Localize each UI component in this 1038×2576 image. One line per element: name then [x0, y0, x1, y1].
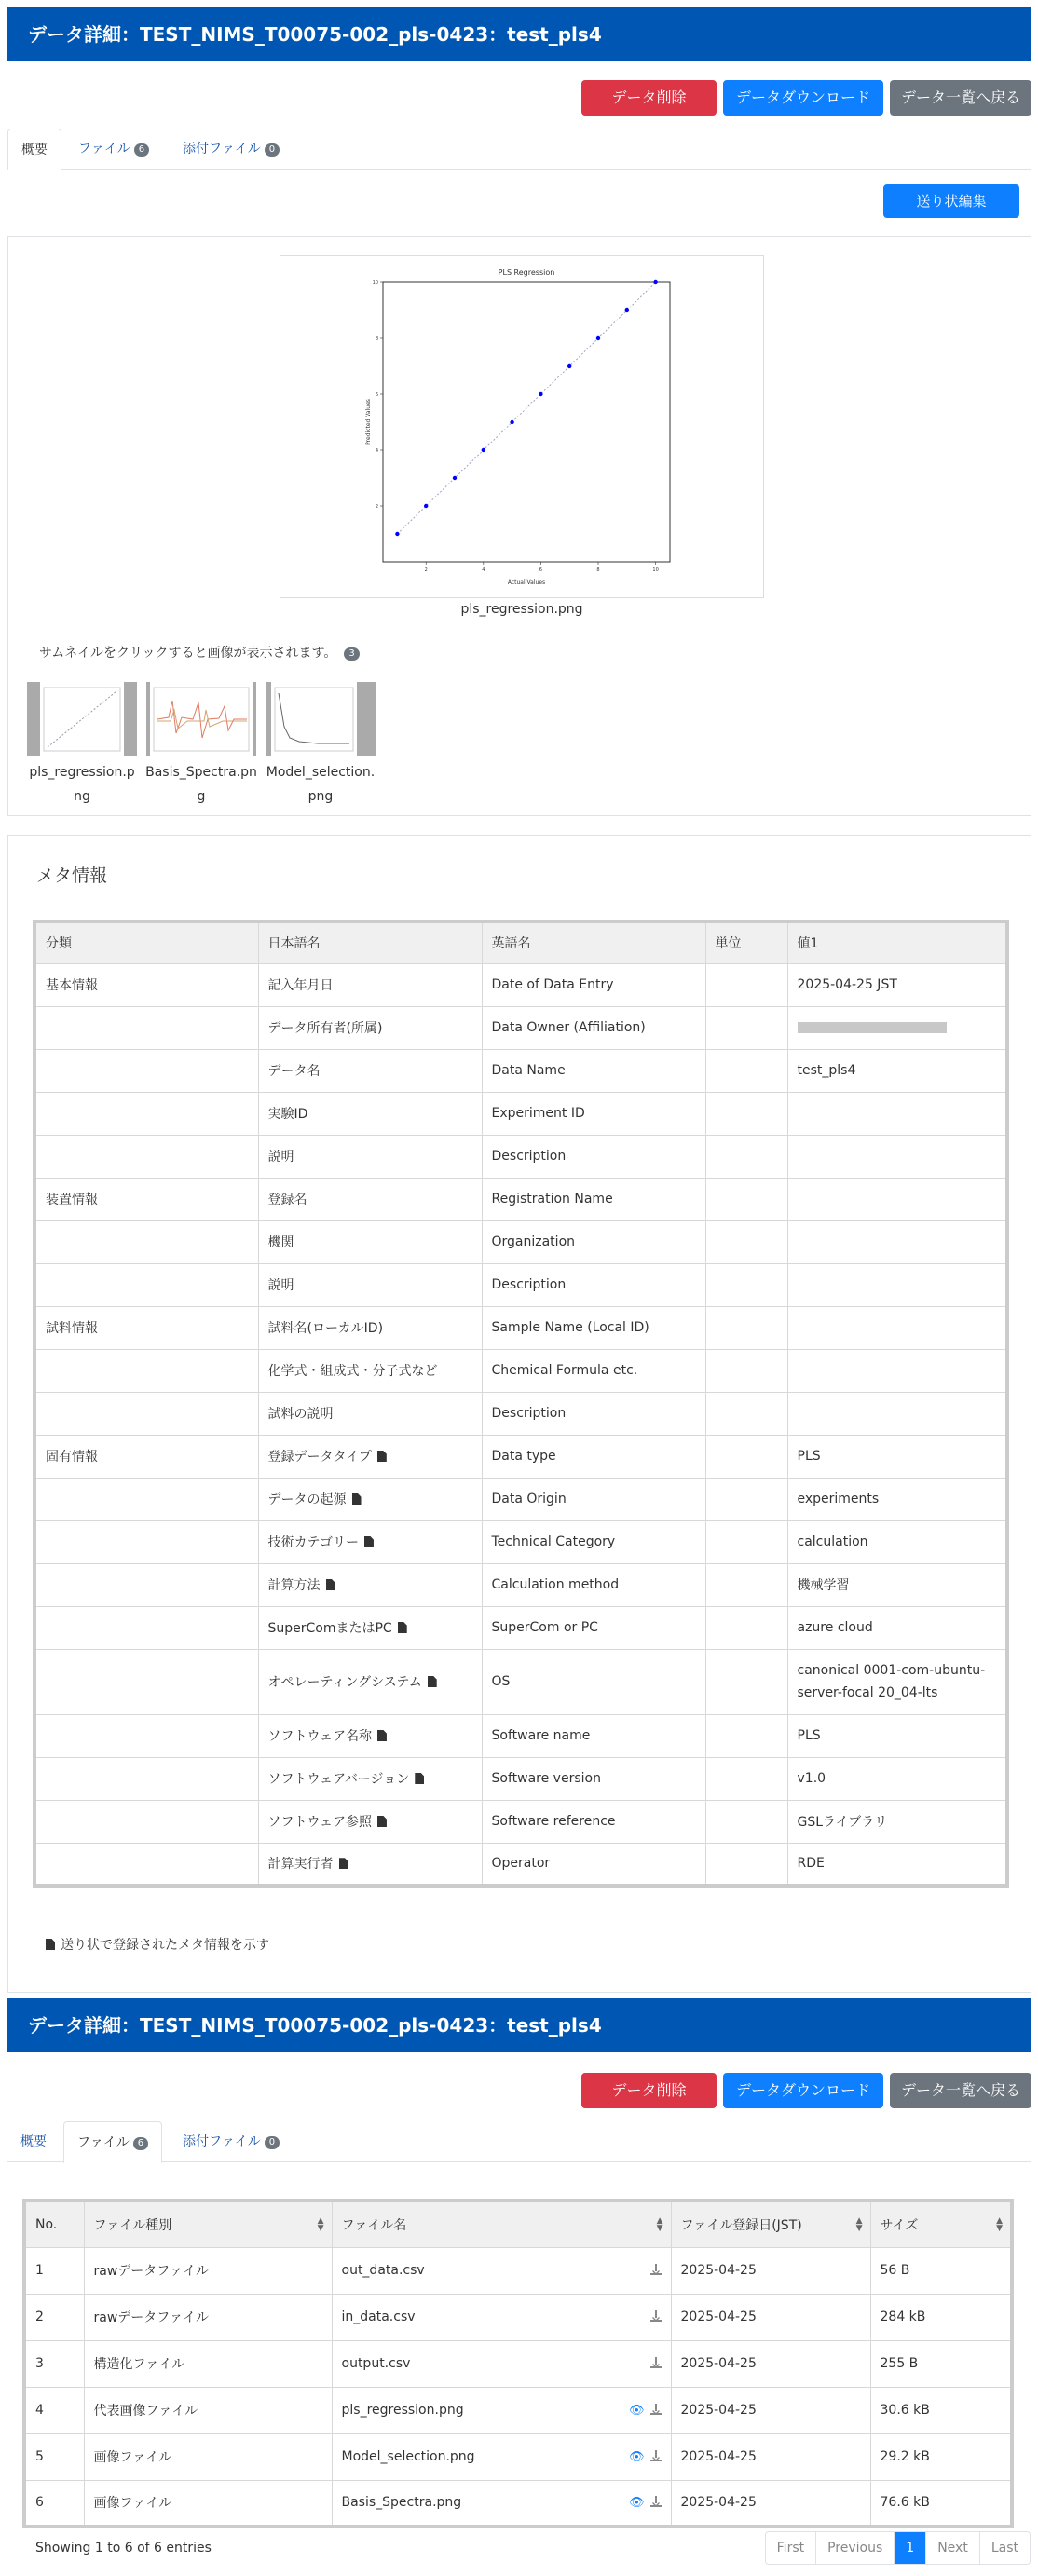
file-name: Model_selection.png 👁 — [332, 2433, 671, 2480]
sort-icon: ▲ ▼ — [855, 2215, 863, 2233]
file-date: 2025-04-25 — [671, 2294, 870, 2340]
file-date: 2025-04-25 — [671, 2247, 870, 2294]
meta-unit — [705, 1349, 787, 1392]
meta-en-name: Chemical Formula etc. — [482, 1349, 705, 1392]
sort-icon: ▲ ▼ — [996, 2215, 1003, 2233]
x-tick-label: 4 — [482, 567, 485, 573]
meta-row — [34, 1135, 1007, 1178]
meta-en-name: Data type — [482, 1435, 705, 1478]
meta-unit — [705, 1606, 787, 1649]
file-type: 構造化ファイル — [84, 2340, 332, 2387]
file-no: 3 — [24, 2340, 84, 2387]
document-icon — [415, 1773, 424, 1784]
meta-en-name: Description — [482, 1135, 705, 1178]
tab-attachments[interactable]: 添付ファイル 0 — [170, 2121, 293, 2162]
meta-value — [787, 1178, 1007, 1220]
file-type: rawデータファイル — [84, 2294, 332, 2340]
files-panel — [7, 2163, 1031, 2536]
plot-frame — [383, 282, 670, 562]
main-preview-image[interactable] — [280, 255, 764, 598]
meta-row — [34, 1757, 1007, 1800]
meta-category — [34, 1606, 258, 1649]
meta-unit — [705, 1714, 787, 1757]
meta-unit — [705, 1135, 787, 1178]
document-icon — [377, 1816, 387, 1827]
delete-data-button[interactable]: データ削除 — [581, 2073, 717, 2108]
meta-category — [34, 1263, 258, 1306]
meta-row — [34, 1435, 1007, 1478]
meta-en-name: Technical Category — [482, 1520, 705, 1563]
attachments-count-badge: 0 — [265, 2136, 280, 2149]
meta-ja-name: ソフトウェアバージョン — [258, 1757, 482, 1800]
data-point — [482, 448, 485, 452]
y-tick-label: 4 — [375, 448, 378, 454]
file-no: 2 — [24, 2294, 84, 2340]
edit-invoice-button[interactable]: 送り状編集 — [883, 184, 1019, 218]
meta-category — [34, 1220, 258, 1263]
x-tick-label: 2 — [424, 567, 428, 573]
meta-header-row — [34, 921, 1007, 963]
data-point — [625, 308, 629, 312]
meta-en-name: Calculation method — [482, 1563, 705, 1606]
meta-value: PLS — [787, 1435, 1007, 1478]
meta-row — [34, 1178, 1007, 1220]
column-header-size[interactable]: サイズ ▲ ▼ — [870, 2201, 1012, 2247]
file-date: 2025-04-25 — [671, 2433, 870, 2480]
meta-ja-name: オペレーティングシステム — [258, 1649, 482, 1714]
column-header: 英語名 — [482, 921, 705, 963]
pagination — [765, 2531, 1031, 2565]
column-header: 値1 — [787, 921, 1007, 963]
meta-value: 2025-04-25 JST — [787, 963, 1007, 1006]
column-header: 単位 — [705, 921, 787, 963]
file-size: 56 B — [870, 2247, 1012, 2294]
file-no: 5 — [24, 2433, 84, 2480]
meta-value — [787, 1349, 1007, 1392]
meta-row — [34, 963, 1007, 1006]
meta-unit — [705, 1649, 787, 1714]
thumbnail-label: Basis_Spectra.png — [145, 765, 257, 804]
meta-ja-name: 計算実行者 — [258, 1843, 482, 1886]
y-tick-label: 2 — [375, 504, 378, 510]
page-title-files: データ詳細：TEST_NIMS_T00075-002_pls-0423：test_pls4 — [7, 1998, 1031, 2052]
meta-category — [34, 1092, 258, 1135]
file-name: output.csv — [332, 2340, 671, 2387]
pager-page-1[interactable]: 1 — [894, 2532, 925, 2564]
document-icon — [326, 1579, 335, 1590]
file-date: 2025-04-25 — [671, 2387, 870, 2433]
file-row — [24, 2480, 1012, 2527]
tab-files[interactable]: ファイル 6 — [65, 129, 162, 170]
file-date: 2025-04-25 — [671, 2480, 870, 2527]
data-point — [653, 280, 657, 284]
document-icon — [364, 1536, 374, 1547]
meta-en-name: Software name — [482, 1714, 705, 1757]
thumbnail-count-badge: 3 — [344, 647, 359, 661]
meta-row — [34, 1714, 1007, 1757]
meta-value: 機械学習 — [787, 1563, 1007, 1606]
meta-row — [34, 1606, 1007, 1649]
y-tick-label: 8 — [375, 336, 378, 342]
file-date: 2025-04-25 — [671, 2340, 870, 2387]
file-size: 255 B — [870, 2340, 1012, 2387]
document-icon — [339, 1858, 348, 1869]
meta-en-name: Date of Data Entry — [482, 963, 705, 1006]
meta-unit — [705, 1520, 787, 1563]
meta-ja-name: 化学式・組成式・分子式など — [258, 1349, 482, 1392]
pager-last-button[interactable]: Last — [979, 2532, 1030, 2564]
meta-row — [34, 1263, 1007, 1306]
meta-row — [34, 1092, 1007, 1135]
files-count-badge: 6 — [133, 2137, 148, 2150]
meta-ja-name: 試料の説明 — [258, 1392, 482, 1435]
tab-overview[interactable]: 概要 — [7, 129, 61, 170]
thumbnail-hint: サムネイルをクリックすると画像が表示されます。 3 — [39, 643, 360, 661]
meta-row — [34, 1349, 1007, 1392]
meta-category: 基本情報 — [34, 963, 258, 1006]
meta-ja-name: データ所有者(所属) — [258, 1006, 482, 1049]
download-data-button[interactable]: データダウンロード — [723, 80, 883, 116]
data-point — [567, 364, 571, 368]
thumbnail-basis-spectra[interactable] — [146, 682, 256, 756]
meta-category — [34, 1649, 258, 1714]
meta-en-name: SuperCom or PC — [482, 1606, 705, 1649]
sort-icon: ▲ ▼ — [656, 2215, 663, 2233]
file-name: out_data.csv — [332, 2247, 671, 2294]
file-size: 284 kB — [870, 2294, 1012, 2340]
file-size: 29.2 kB — [870, 2433, 1012, 2480]
download-icon[interactable] — [650, 2450, 662, 2461]
meta-value — [787, 1392, 1007, 1435]
file-no: 1 — [24, 2247, 84, 2294]
meta-heading: メタ情報 — [36, 865, 108, 886]
column-header: 分類 — [34, 921, 258, 963]
meta-category: 装置情報 — [34, 1178, 258, 1220]
meta-value — [787, 1306, 1007, 1349]
meta-value: canonical 0001-com-ubuntu-server-focal 20_04-lts — [787, 1649, 1007, 1714]
meta-ja-name: データの起源 — [258, 1478, 482, 1520]
data-point — [510, 420, 513, 424]
download-icon[interactable] — [650, 2404, 662, 2415]
meta-en-name: Sample Name (Local ID) — [482, 1306, 705, 1349]
meta-unit — [705, 1006, 787, 1049]
meta-value: PLS — [787, 1714, 1007, 1757]
meta-unit — [705, 1092, 787, 1135]
pls-regression-chart — [280, 256, 763, 597]
meta-table — [33, 920, 1009, 1888]
thumbnail-model-selection[interactable] — [266, 682, 376, 756]
meta-row — [34, 1220, 1007, 1263]
download-icon[interactable] — [650, 2357, 662, 2368]
meta-unit — [705, 1757, 787, 1800]
sort-icon: ▲ ▼ — [317, 2215, 324, 2233]
meta-ja-name: 説明 — [258, 1135, 482, 1178]
file-name: in_data.csv — [332, 2294, 671, 2340]
meta-unit — [705, 1306, 787, 1349]
meta-en-name: Data Owner (Affiliation) — [482, 1006, 705, 1049]
file-row — [24, 2247, 1012, 2294]
table-info: Showing 1 to 6 of 6 entries — [35, 2541, 212, 2556]
meta-unit — [705, 1435, 787, 1478]
meta-category — [34, 1757, 258, 1800]
eye-icon[interactable]: 👁 — [628, 2404, 645, 2418]
meta-unit — [705, 963, 787, 1006]
redacted-value — [798, 1022, 947, 1033]
meta-unit — [705, 1178, 787, 1220]
meta-value: RDE — [787, 1843, 1007, 1886]
meta-unit — [705, 1049, 787, 1092]
meta-ja-name: 技術カテゴリー — [258, 1520, 482, 1563]
file-type: 画像ファイル — [84, 2433, 332, 2480]
preview-caption: pls_regression.png — [460, 602, 583, 617]
x-tick-label: 10 — [652, 567, 659, 573]
thumbnail-pls-regression[interactable] — [27, 682, 137, 756]
meta-en-name: Operator — [482, 1843, 705, 1886]
meta-en-name: Organization — [482, 1220, 705, 1263]
meta-unit — [705, 1478, 787, 1520]
meta-category — [34, 1520, 258, 1563]
thumbnail-label: Model_selection.png — [266, 765, 376, 804]
meta-unit — [705, 1843, 787, 1886]
column-header-date[interactable]: ファイル登録日(JST) ▲ ▼ — [671, 2201, 870, 2247]
delete-data-button[interactable]: データ削除 — [581, 80, 717, 116]
chart-title: PLS Regression — [498, 268, 555, 277]
file-row — [24, 2433, 1012, 2480]
meta-ja-name: 試料名(ローカルID) — [258, 1306, 482, 1349]
data-point — [395, 532, 399, 536]
meta-value: v1.0 — [787, 1757, 1007, 1800]
meta-row — [34, 1306, 1007, 1349]
meta-en-name: Data Name — [482, 1049, 705, 1092]
attachments-count-badge: 0 — [265, 143, 280, 157]
data-point — [539, 392, 542, 396]
meta-ja-name: 実験ID — [258, 1092, 482, 1135]
meta-value: calculation — [787, 1520, 1007, 1563]
column-header-name[interactable]: ファイル名 ▲ ▼ — [332, 2201, 671, 2247]
file-row — [24, 2294, 1012, 2340]
meta-row — [34, 1006, 1007, 1049]
meta-category — [34, 1006, 258, 1049]
meta-row — [34, 1800, 1007, 1843]
meta-ja-name: 登録名 — [258, 1178, 482, 1220]
meta-ja-name: 登録データタイプ — [258, 1435, 482, 1478]
meta-value: azure cloud — [787, 1606, 1007, 1649]
x-axis-label: Actual Values — [507, 579, 546, 586]
meta-en-name: Registration Name — [482, 1178, 705, 1220]
meta-ja-name: SuperComまたはPC — [258, 1606, 482, 1649]
file-row — [24, 2387, 1012, 2433]
tab-attachments[interactable]: 添付ファイル 0 — [170, 129, 293, 170]
file-no: 6 — [24, 2480, 84, 2527]
meta-category — [34, 1135, 258, 1178]
files-table — [22, 2199, 1014, 2528]
x-tick-label: 6 — [539, 567, 542, 573]
meta-value — [787, 1220, 1007, 1263]
meta-ja-name: 説明 — [258, 1263, 482, 1306]
meta-category — [34, 1714, 258, 1757]
meta-unit — [705, 1563, 787, 1606]
meta-category — [34, 1563, 258, 1606]
tab-files[interactable]: ファイル 6 — [63, 2121, 162, 2163]
meta-ja-name: 記入年月日 — [258, 963, 482, 1006]
meta-en-name: OS — [482, 1649, 705, 1714]
files-header-row — [24, 2201, 1012, 2247]
meta-en-name: Description — [482, 1263, 705, 1306]
meta-ja-name: 機関 — [258, 1220, 482, 1263]
meta-category — [34, 1478, 258, 1520]
meta-row — [34, 1478, 1007, 1520]
column-header: 日本語名 — [258, 921, 482, 963]
meta-unit — [705, 1220, 787, 1263]
meta-category — [34, 1800, 258, 1843]
meta-value: GSLライブラリ — [787, 1800, 1007, 1843]
meta-row — [34, 1049, 1007, 1092]
pager-previous-button[interactable]: Previous — [815, 2532, 894, 2564]
tab-bar — [7, 129, 1031, 170]
meta-category — [34, 1392, 258, 1435]
page-title: データ詳細：TEST_NIMS_T00075-002_pls-0423：test_pls4 — [7, 7, 1031, 61]
meta-value — [787, 1092, 1007, 1135]
meta-row — [34, 1520, 1007, 1563]
meta-row — [34, 1392, 1007, 1435]
eye-icon[interactable]: 👁 — [628, 2450, 645, 2464]
download-data-button[interactable]: データダウンロード — [723, 2073, 883, 2108]
back-to-list-button[interactable]: データ一覧へ戻る — [890, 80, 1031, 116]
eye-icon[interactable]: 👁 — [628, 2496, 645, 2511]
document-icon — [428, 1676, 437, 1687]
download-icon[interactable] — [650, 2496, 662, 2507]
meta-en-name: Experiment ID — [482, 1092, 705, 1135]
file-name: Basis_Spectra.png 👁 — [332, 2480, 671, 2527]
meta-value — [787, 1006, 1007, 1049]
column-header-type[interactable]: ファイル種別 ▲ ▼ — [84, 2201, 332, 2247]
meta-value — [787, 1263, 1007, 1306]
column-header-no[interactable]: No. — [24, 2201, 84, 2247]
file-type: 画像ファイル — [84, 2480, 332, 2527]
meta-category — [34, 1843, 258, 1886]
meta-ja-name: ソフトウェア名称 — [258, 1714, 482, 1757]
data-point — [424, 504, 428, 508]
meta-info-panel — [7, 835, 1031, 1993]
y-axis-label: Predicted Values — [365, 399, 372, 445]
meta-category — [34, 1049, 258, 1092]
y-tick-label: 10 — [372, 280, 378, 286]
file-size: 76.6 kB — [870, 2480, 1012, 2527]
meta-category: 固有情報 — [34, 1435, 258, 1478]
file-name: pls_regression.png 👁 — [332, 2387, 671, 2433]
document-icon — [352, 1493, 362, 1505]
pager-next-button[interactable]: Next — [925, 2532, 979, 2564]
meta-row — [34, 1843, 1007, 1886]
data-point — [596, 336, 600, 340]
meta-en-name: Data Origin — [482, 1478, 705, 1520]
meta-en-name: Software reference — [482, 1800, 705, 1843]
document-icon — [377, 1730, 387, 1741]
download-icon[interactable] — [650, 2310, 662, 2322]
meta-category: 試料情報 — [34, 1306, 258, 1349]
file-type: 代表画像ファイル — [84, 2387, 332, 2433]
tab-overview[interactable]: 概要 — [20, 2134, 47, 2149]
files-count-badge: 6 — [134, 143, 149, 157]
meta-en-name: Description — [482, 1392, 705, 1435]
meta-value — [787, 1135, 1007, 1178]
meta-unit — [705, 1392, 787, 1435]
document-icon — [377, 1451, 387, 1462]
data-point — [453, 476, 457, 480]
meta-value: experiments — [787, 1478, 1007, 1520]
meta-ja-name: ソフトウェア参照 — [258, 1800, 482, 1843]
x-tick-label: 8 — [596, 567, 600, 573]
pager-first-button[interactable]: First — [776, 2541, 805, 2556]
document-icon — [398, 1622, 407, 1633]
file-row — [24, 2340, 1012, 2387]
meta-footnote: 送り状で登録されたメタ情報を示す — [46, 1935, 269, 1954]
back-to-list-button[interactable]: データ一覧へ戻る — [890, 2073, 1031, 2108]
download-icon[interactable] — [650, 2264, 662, 2275]
tab-bar — [7, 2121, 1031, 2162]
meta-ja-name: 計算方法 — [258, 1563, 482, 1606]
meta-category — [34, 1349, 258, 1392]
image-preview-panel — [7, 236, 1031, 816]
file-no: 4 — [24, 2387, 84, 2433]
meta-ja-name: データ名 — [258, 1049, 482, 1092]
file-type: rawデータファイル — [84, 2247, 332, 2294]
meta-value: test_pls4 — [787, 1049, 1007, 1092]
y-tick-label: 6 — [375, 392, 378, 398]
meta-unit — [705, 1800, 787, 1843]
meta-row — [34, 1563, 1007, 1606]
thumbnail-label: pls_regression.png — [29, 765, 135, 804]
meta-unit — [705, 1263, 787, 1306]
document-icon — [46, 1939, 55, 1950]
file-size: 30.6 kB — [870, 2387, 1012, 2433]
meta-row — [34, 1649, 1007, 1714]
meta-en-name: Software version — [482, 1757, 705, 1800]
